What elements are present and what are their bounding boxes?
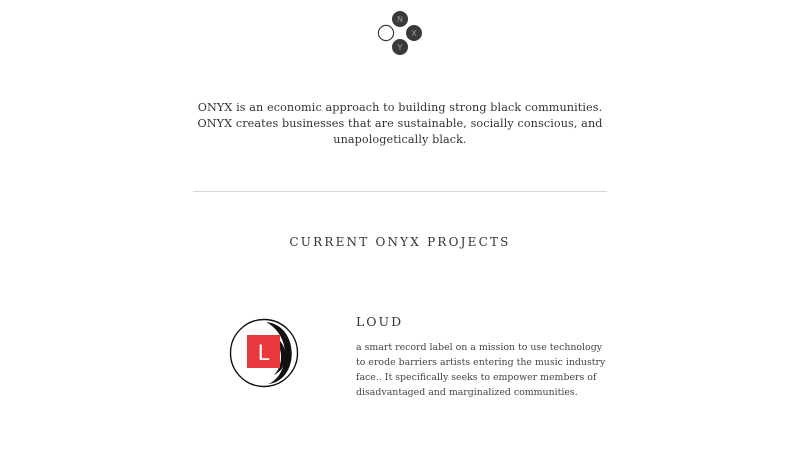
tagline-line-2: ONYX creates businesses that are sustainable, socially conscious, and [197, 117, 603, 130]
loud-logo-icon [228, 317, 300, 389]
project-title-loud[interactable]: LOUD [356, 314, 404, 329]
projects-section-title: CURRENT ONYX PROJECTS [289, 235, 511, 249]
loud-logo-letter: L [257, 341, 270, 365]
section-divider [193, 191, 607, 192]
logo-circle-o [378, 25, 393, 40]
logo-letter-n: N [397, 15, 403, 24]
logo-letter-x: X [411, 29, 417, 38]
tagline-line-1: ONYX is an economic approach to building strong black communities. [197, 101, 603, 114]
tagline-line-3: unapologetically black. [333, 133, 467, 146]
tagline [180, 100, 620, 148]
logo-letter-y: Y [397, 43, 403, 52]
loud-logo[interactable] [228, 317, 300, 389]
onyx-logo-mark [376, 9, 424, 57]
project-description-loud: a smart record label on a mission to use technology to erode barriers artists entering the music industry face.. It specifically seeks to empower members of disadvantaged and marginalized communities. [356, 342, 606, 398]
onyx-logo[interactable] [376, 9, 424, 57]
